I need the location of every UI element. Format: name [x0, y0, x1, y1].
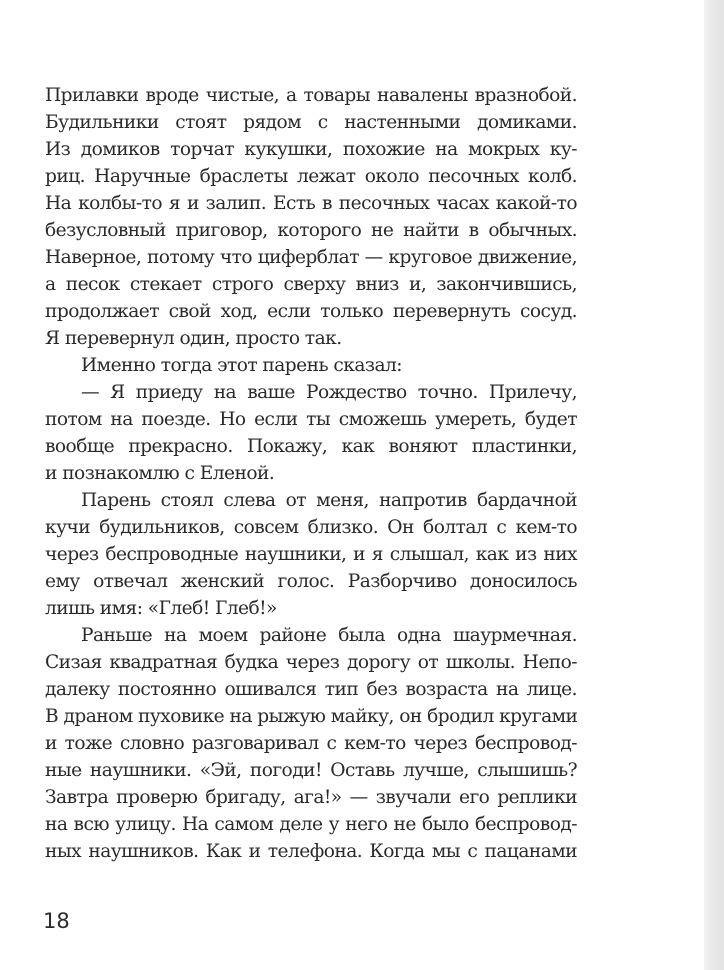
text-line: безусловный приговор, которого не найти в обычных.: [45, 220, 577, 241]
text-line: Наверное, потому что циферблат — круговое движение,: [45, 247, 577, 268]
text-line: ему отвечал женский голос. Разборчиво доносилось: [45, 571, 577, 592]
text-line: Я перевернул один, просто так.: [45, 328, 342, 349]
text-line: вообще прекрасно. Покажу, как воняют пластинки,: [45, 436, 577, 457]
text-line: лишь имя: «Глеб! Глеб!»: [45, 598, 277, 619]
text-line: Именно тогда этот парень сказал:: [81, 355, 402, 376]
body-text: [45, 82, 577, 865]
text-line: и тоже словно разговаривал с кем-то через беспровод-: [45, 733, 577, 754]
text-line: потом на поезде. Но если ты сможешь умереть, будет: [45, 409, 577, 430]
text-line: а песок стекает строго сверху вниз и, закончившись,: [45, 274, 577, 295]
text-line: Сизая квадратная будка через дорогу от школы. Непо-: [45, 652, 577, 673]
text-line: на всю улицу. На самом деле у него не было беспровод-: [45, 814, 577, 835]
text-line: продолжает свой ход, если только перевернуть сосуд.: [45, 301, 577, 322]
text-line: ных наушников. Как и телефона. Когда мы с пацанами: [45, 841, 577, 862]
text-line: Раньше на моем районе была одна шаурмечная.: [81, 625, 577, 646]
text-line: На колбы-то я и залип. Есть в песочных часах какой-то: [45, 193, 577, 214]
text-line: Парень стоял слева от меня, напротив бардачной: [81, 490, 577, 511]
text-line: кучи будильников, совсем близко. Он болтал с кем-то: [45, 517, 577, 538]
text-line: Завтра проверю бригаду, ага!» — звучали его реплики: [45, 787, 577, 808]
text-line: В драном пуховике на рыжую майку, он бродил кругами: [45, 706, 578, 727]
text-line: — Я приеду на ваше Рождество точно. Прилечу,: [81, 382, 577, 403]
text-line: и познакомлю с Еленой.: [45, 463, 275, 484]
text-line: ные наушники. «Эй, погоди! Оставь лучше, слышишь?: [45, 760, 577, 781]
text-line: Из домиков торчат кукушки, похожие на мокрых ку-: [45, 139, 577, 160]
text-line: далеку постоянно ошивался тип без возраста на лице.: [45, 679, 577, 700]
text-line: Будильники стоят рядом с настенными домиками.: [45, 112, 577, 133]
page-edge-shadow: [704, 0, 724, 970]
text-line: через беспроводные наушники, и я слышал, как из них: [45, 544, 577, 565]
page-number: 18: [43, 909, 70, 933]
text-line: Прилавки вроде чистые, а товары навалены вразнобой.: [45, 85, 577, 106]
text-line: риц. Наручные браслеты лежат около песочных колб.: [45, 166, 577, 187]
